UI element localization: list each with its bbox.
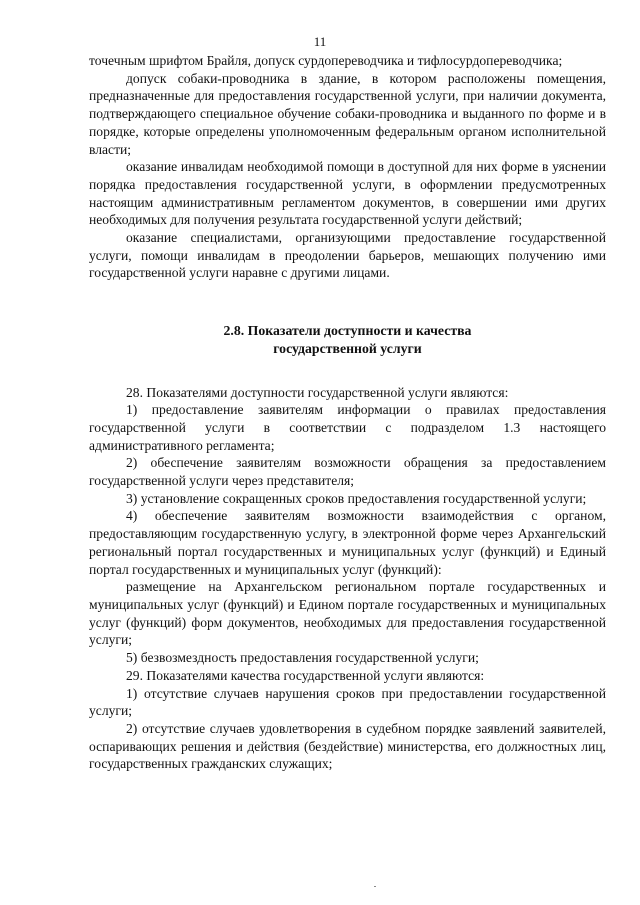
paragraph-29: 29. Показателями качества государственной услуги являются: xyxy=(126,667,485,683)
paragraph-assistance: оказание инвалидам необходимой помощи в доступной для них форме в уяснении порядка предоставления государственной услуги, в оформлении предусмотренных настоящим административным регламентом документов, в совершении ими других необходимых для получения результата государственной услуги действий; xyxy=(89,159,606,228)
section-heading-line-2: государственной услуги xyxy=(273,340,422,356)
document-body xyxy=(89,52,606,773)
section-heading xyxy=(89,322,606,357)
paragraph-28-3: 3) установление сокращенных сроков предоставления государственной услуги; xyxy=(126,490,587,506)
paragraph-28-4-forms: размещение на Архангельском региональном портале государственных и муниципальных услуг (функций) и Едином портале государственных и муниципальных услуг (функций) форм документов, необходимых для предоставления государственной услуги; xyxy=(89,579,606,648)
scan-speck xyxy=(374,886,376,887)
paragraph-barriers: оказание специалистами, организующими предоставление государственной услуги, помощи инвалидам в преодолении барьеров, мешающих получению ими государственной услуги наравне с другими лицами. xyxy=(89,230,606,281)
paragraph-29-2: 2) отсутствие случаев удовлетворения в судебном порядке заявлений заявителей, оспаривающих решения и действия (бездействие) министерства, его должностных лиц, государственных гражданских служащих; xyxy=(89,720,606,772)
paragraph-28-1: 1) предоставление заявителям информации о правилах предоставления государственной услуги в соответствии с подразделом 1.3 настоящего административного регламента; xyxy=(89,402,606,453)
paragraph-braille: точечным шрифтом Брайля, допуск сурдопереводчика и тифлосурдопереводчика; xyxy=(89,53,563,68)
paragraph-28-2: 2) обеспечение заявителям возможности обращения за предоставлением государственной услуги через представителя; xyxy=(89,455,606,489)
section-heading-line-1: 2.8. Показатели доступности и качества xyxy=(223,323,472,339)
paragraph-29-1: 1) отсутствие случаев нарушения сроков при предоставлении государственной услуги; xyxy=(89,685,606,719)
paragraph-guide-dog: допуск собаки-проводника в здание, в котором расположены помещения, предназначенные для предоставления государственной услуги, при наличии документа, подтверждающего специальное обучение собаки-проводника и выданного по форме и в порядке, которые определены уполномоченным федеральным органом исполнительной власти; xyxy=(89,70,606,157)
paragraph-28: 28. Показателями доступности государственной услуги являются: xyxy=(126,384,509,400)
paragraph-28-4: 4) обеспечение заявителям возможности взаимодействия с органом, предоставляющим государственную услугу, в электронной форме через Архангельский региональный портал государственных и муниципальных услуг (функций) и Единый портал государственных и муниципальных услуг (функций): xyxy=(89,508,606,577)
page-number: 11 xyxy=(313,34,327,49)
paragraph-28-5: 5) безвозмездность предоставления государственной услуги; xyxy=(126,650,479,666)
